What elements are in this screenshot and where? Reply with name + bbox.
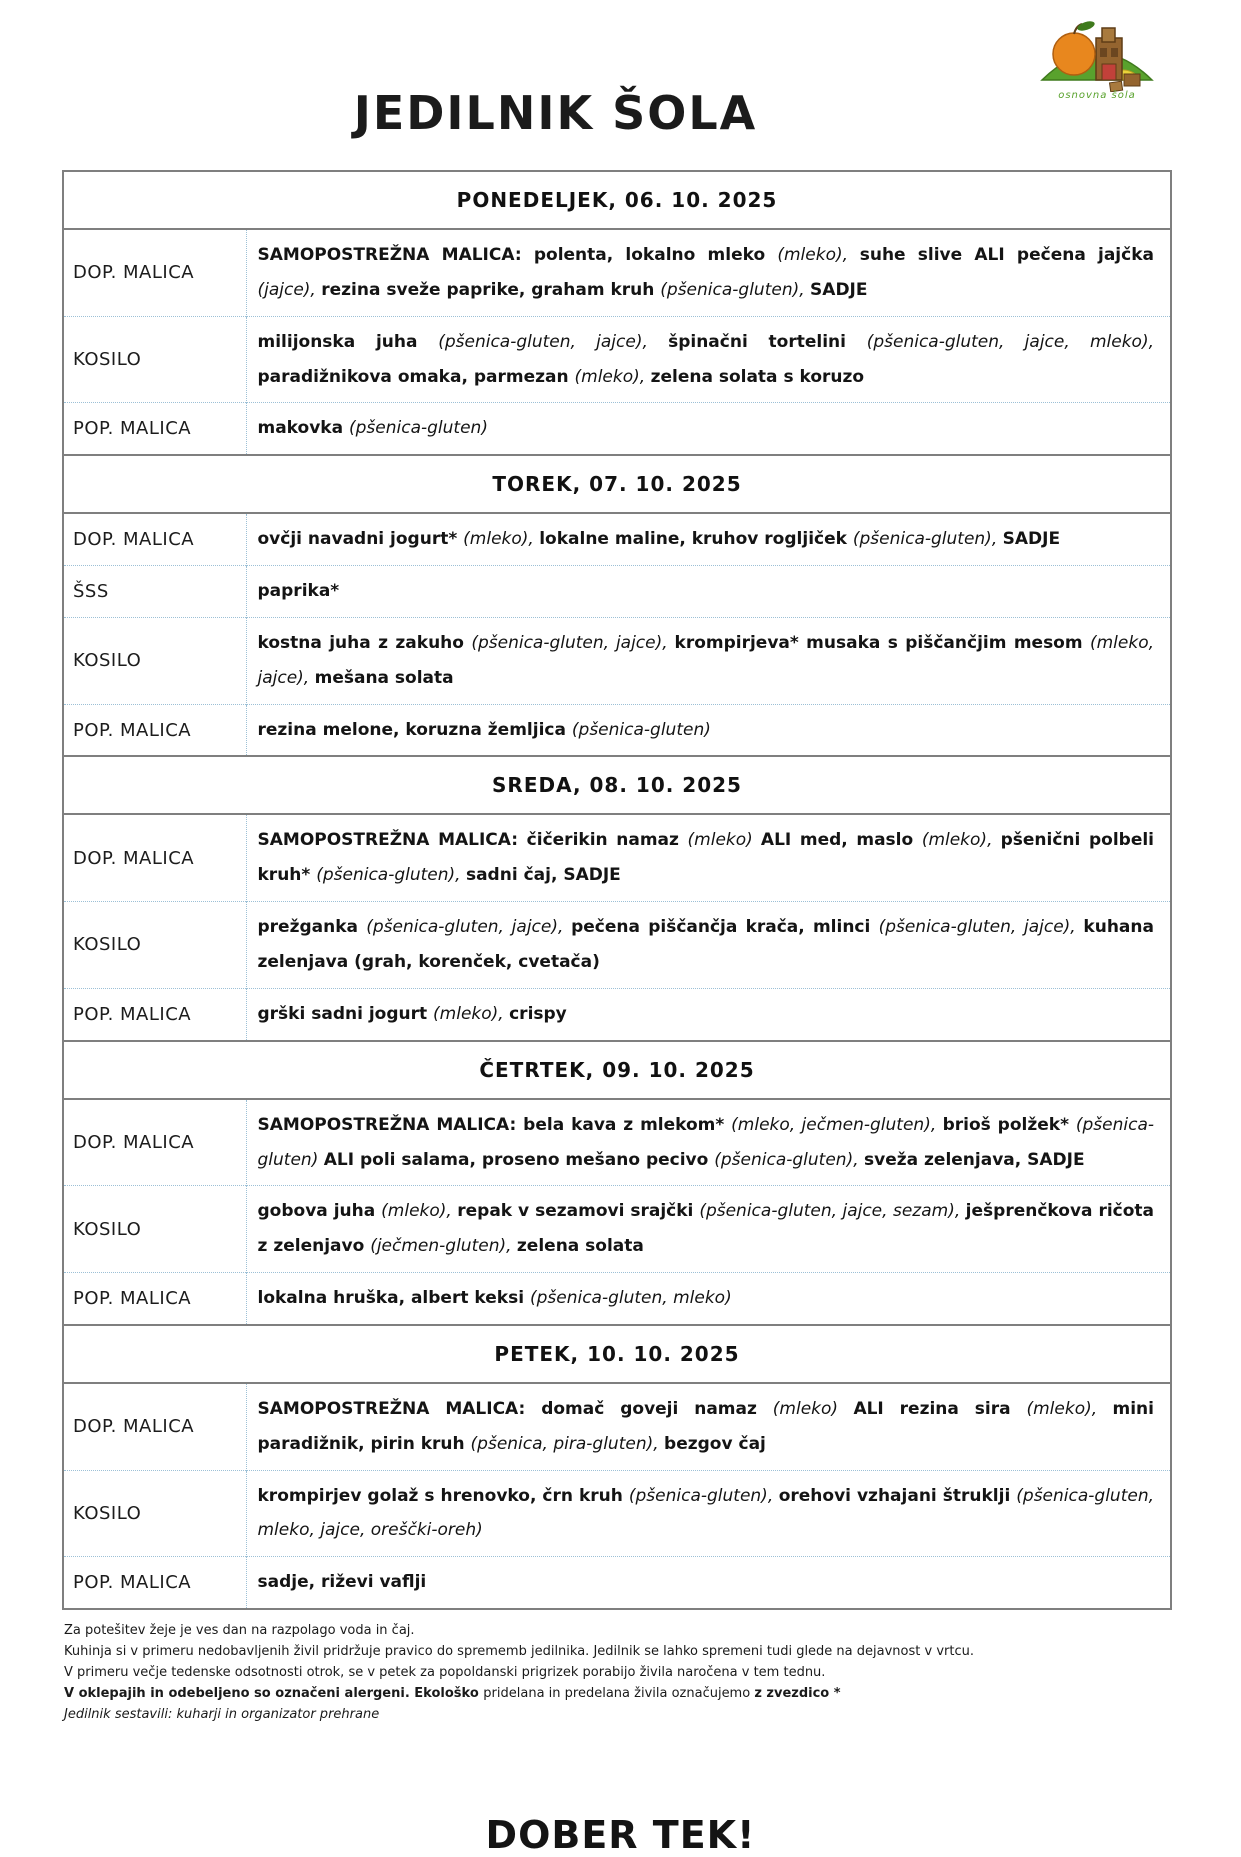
- meal-dishes: [246, 704, 1171, 756]
- dish-segment: mini paradižnik, pirin kruh: [257, 1398, 1154, 1454]
- dish-segment: (mleko),: [921, 830, 1001, 851]
- dish-segment: (mleko),: [463, 529, 540, 550]
- footer-note-segment: z zvezdico *: [754, 1686, 841, 1702]
- school-logo: [1031, 18, 1163, 101]
- meal-dishes: [246, 1186, 1171, 1273]
- meal-label: DOP. MALICA: [63, 513, 246, 565]
- footer-note-segment: Jedilnik sestavili: kuharji in organizator prehrane: [64, 1707, 380, 1723]
- day-header: TOREK, 07. 10. 2025: [63, 455, 1171, 513]
- meal-label: DOP. MALICA: [63, 1099, 246, 1186]
- meal-label: KOSILO: [63, 902, 246, 989]
- logo-leaf: [1076, 19, 1096, 32]
- meal-label: DOP. MALICA: [63, 814, 246, 901]
- dish-segment: orehovi vzhajani štruklji: [778, 1485, 1017, 1506]
- dish-segment: špinačni tortelini: [668, 331, 867, 352]
- dish-segment: rezina sveže paprike, graham kruh: [321, 279, 661, 300]
- dish-segment: krompirjeva* musaka s piščančjim mesom: [674, 632, 1090, 653]
- dish-segment: (pšenica-gluten),: [628, 1485, 779, 1506]
- meal-label: POP. MALICA: [63, 403, 246, 455]
- footer-note: [64, 1662, 1110, 1683]
- dish-segment: (pšenica-gluten, jajce),: [878, 917, 1084, 938]
- dish-segment: SAMOPOSTREŽNA MALICA: bela kava z mlekom*: [257, 1114, 732, 1135]
- meal-label: KOSILO: [63, 1470, 246, 1557]
- meal-dishes: [246, 814, 1171, 901]
- dish-segment: sveža zelenjava, SADJE: [864, 1149, 1085, 1170]
- dish-segment: mešana solata: [314, 667, 454, 688]
- dish-segment: prežganka: [257, 917, 367, 938]
- dish-segment: milijonska juha: [257, 331, 439, 352]
- dish-segment: lokalna hruška, albert keksi: [257, 1288, 530, 1309]
- dish-segment: ovčji navadni jogurt*: [257, 529, 464, 550]
- table-row: [63, 566, 1171, 618]
- dish-segment: ALI rezina sira: [853, 1398, 1027, 1419]
- dish-segment: paradižnikova omaka, parmezan: [257, 366, 575, 387]
- meal-label: KOSILO: [63, 1186, 246, 1273]
- dish-segment: (pšenica-gluten),: [316, 865, 466, 886]
- footer-note: [64, 1620, 1110, 1641]
- page-title: JEDILNIK ŠOLA: [353, 86, 758, 140]
- meal-dishes: [246, 617, 1171, 704]
- dish-segment: (pšenica-gluten),: [852, 529, 1003, 550]
- meal-label: POP. MALICA: [63, 1273, 246, 1325]
- dish-segment: paprika*: [257, 581, 340, 602]
- dish-segment: SAMOPOSTREŽNA MALICA: polenta, lokalno mleko: [257, 245, 778, 265]
- logo-window: [1111, 48, 1118, 57]
- table-row: [63, 229, 1171, 316]
- table-row: [63, 1383, 1171, 1470]
- dish-segment: (mleko),: [433, 1003, 510, 1024]
- dish-segment: sadni čaj, SADJE: [465, 865, 621, 886]
- day-header: SREDA, 08. 10. 2025: [63, 756, 1171, 814]
- logo-window: [1100, 48, 1107, 57]
- dish-segment: ješprenčkova ričota z zelenjavo: [257, 1201, 1155, 1257]
- school-logo-caption: osnovna šola: [1058, 90, 1136, 101]
- table-row: [63, 1557, 1171, 1609]
- dish-segment: ALI poli salama, proseno mešano pecivo: [323, 1149, 715, 1170]
- table-row: [63, 617, 1171, 704]
- meal-dishes: [246, 513, 1171, 565]
- day-header-row: [63, 1325, 1171, 1383]
- dish-segment: crispy: [509, 1003, 567, 1024]
- footer-note: [64, 1704, 1110, 1725]
- dish-segment: (mleko),: [777, 245, 860, 265]
- menu-table: [62, 170, 1172, 1610]
- dish-segment: gobova juha: [257, 1201, 382, 1222]
- dish-segment: (pšenica-gluten, jajce, mleko),: [866, 331, 1154, 352]
- meal-dishes: [246, 1557, 1171, 1609]
- dish-segment: suhe slive ALI pečena jajčka: [859, 245, 1154, 265]
- dish-segment: ALI med, maslo: [760, 830, 922, 851]
- logo-block: [1124, 74, 1140, 86]
- dish-segment: makovka: [257, 418, 349, 439]
- meal-dishes: [246, 403, 1171, 455]
- footer-note: [64, 1683, 1110, 1704]
- dish-segment: (pšenica-gluten): [349, 418, 488, 439]
- dish-segment: SADJE: [810, 279, 868, 300]
- meal-label: KOSILO: [63, 617, 246, 704]
- dish-segment: pečena piščančja krača, mlinci: [571, 917, 879, 938]
- footer-note-segment: V primeru večje tedenske odsotnosti otrok, se v petek za popoldanski prigrizek porabijo živila naročena v tem tednu.: [64, 1665, 826, 1681]
- dish-segment: repak v sezamovi srajčki: [457, 1201, 700, 1222]
- meal-label: POP. MALICA: [63, 988, 246, 1040]
- day-header: PETEK, 10. 10. 2025: [63, 1325, 1171, 1383]
- meal-dishes: [246, 229, 1171, 316]
- table-row: [63, 902, 1171, 989]
- day-header: PONEDELJEK, 06. 10. 2025: [63, 171, 1171, 229]
- dish-segment: (pšenica-gluten, jajce),: [438, 331, 669, 352]
- footer-note: [64, 1641, 1110, 1662]
- table-row: [63, 704, 1171, 756]
- meal-dishes: [246, 1273, 1171, 1325]
- dish-segment: (mleko, jajce),: [257, 632, 1154, 688]
- meal-dishes: [246, 902, 1171, 989]
- dish-segment: (pšenica-gluten, mleko): [529, 1288, 732, 1309]
- dish-segment: brioš polžek*: [942, 1114, 1076, 1135]
- dish-segment: rezina melone, koruzna žemljica: [257, 719, 572, 740]
- dish-segment: (mleko, ječmen-gluten),: [731, 1114, 943, 1135]
- dish-segment: (mleko),: [1026, 1398, 1113, 1419]
- dish-segment: krompirjev golaž s hrenovko, črn kruh: [257, 1485, 629, 1506]
- meal-dishes: [246, 988, 1171, 1040]
- meal-dishes: [246, 1099, 1171, 1186]
- dish-segment: (pšenica-gluten),: [714, 1149, 865, 1170]
- dish-segment: (pšenica-gluten): [257, 1114, 1154, 1170]
- table-row: [63, 1273, 1171, 1325]
- dish-segment: (pšenica, pira-gluten),: [470, 1433, 665, 1454]
- meal-label: DOP. MALICA: [63, 229, 246, 316]
- table-row: [63, 1186, 1171, 1273]
- dish-segment: (ječmen-gluten),: [370, 1236, 517, 1257]
- dish-segment: pšenični polbeli kruh*: [257, 830, 1155, 886]
- day-header: ČETRTEK, 09. 10. 2025: [63, 1041, 1171, 1099]
- dish-segment: (jajce),: [257, 279, 322, 300]
- table-row: [63, 814, 1171, 901]
- dish-segment: (pšenica-gluten, jajce),: [471, 632, 675, 653]
- bon-appetit: DOBER TEK!: [485, 1813, 756, 1857]
- dish-segment: kostna juha z zakuho: [257, 632, 472, 653]
- meal-dishes: [246, 1383, 1171, 1470]
- school-logo-drawing: [1036, 18, 1158, 92]
- dish-segment: (mleko),: [574, 366, 651, 387]
- dish-segment: (mleko),: [381, 1201, 458, 1222]
- meal-label: POP. MALICA: [63, 1557, 246, 1609]
- logo-door: [1102, 64, 1116, 80]
- meal-label: DOP. MALICA: [63, 1383, 246, 1470]
- dish-segment: (pšenica-gluten): [571, 719, 711, 740]
- dish-segment: zelena solata s koruzo: [650, 366, 865, 387]
- footer-note-segment: Za potešitev žeje je ves dan na razpolago voda in čaj.: [64, 1623, 415, 1639]
- footer-notes: [64, 1620, 1110, 1725]
- day-header-row: [63, 455, 1171, 513]
- meal-label: POP. MALICA: [63, 704, 246, 756]
- dish-segment: (mleko): [687, 830, 761, 851]
- dish-segment: (pšenica-gluten),: [660, 279, 811, 300]
- footer-note-segment: pridelana in predelana živila označujemo: [483, 1686, 755, 1702]
- table-row: [63, 1099, 1171, 1186]
- meal-dishes: [246, 566, 1171, 618]
- dish-segment: (pšenica-gluten, jajce),: [366, 917, 572, 938]
- dish-segment: sadje, riževi vaflji: [257, 1572, 427, 1593]
- dish-segment: grški sadni jogurt: [257, 1003, 434, 1024]
- dish-segment: bezgov čaj: [664, 1433, 766, 1454]
- table-row: [63, 513, 1171, 565]
- meal-dishes: [246, 316, 1171, 403]
- dish-segment: SAMOPOSTREŽNA MALICA: domač goveji namaz: [257, 1398, 773, 1419]
- meal-label: KOSILO: [63, 316, 246, 403]
- dish-segment: zelena solata: [516, 1236, 644, 1257]
- meal-label: ŠSS: [63, 566, 246, 618]
- day-header-row: [63, 1041, 1171, 1099]
- footer-note-segment: V oklepajih in odebeljeno so označeni alergeni. Ekološko: [64, 1686, 484, 1702]
- dish-segment: (mleko): [772, 1398, 854, 1419]
- table-row: [63, 988, 1171, 1040]
- table-row: [63, 1470, 1171, 1557]
- logo-turret: [1102, 28, 1115, 42]
- dish-segment: (pšenica-gluten, jajce, sezam),: [699, 1201, 966, 1222]
- day-header-row: [63, 171, 1171, 229]
- footer-note-segment: Kuhinja si v primeru nedobavljenih živil pridržuje pravico do sprememb jedilnika. Jedilnik se lahko spremeni tudi glede na dejavnost v vrtcu.: [64, 1644, 974, 1660]
- table-row: [63, 316, 1171, 403]
- dish-segment: SAMOPOSTREŽNA MALICA: čičerikin namaz: [257, 830, 688, 851]
- dish-segment: SADJE: [1002, 529, 1061, 550]
- dish-segment: lokalne maline, kruhov rogljiček: [539, 529, 853, 550]
- logo-apple: [1053, 33, 1095, 75]
- meal-dishes: [246, 1470, 1171, 1557]
- dish-segment: (pšenica-gluten, mleko, jajce, oreščki-oreh): [257, 1485, 1154, 1541]
- day-header-row: [63, 756, 1171, 814]
- dish-segment: kuhana zelenjava (grah, korenček, cvetača): [257, 917, 1154, 972]
- table-row: [63, 403, 1171, 455]
